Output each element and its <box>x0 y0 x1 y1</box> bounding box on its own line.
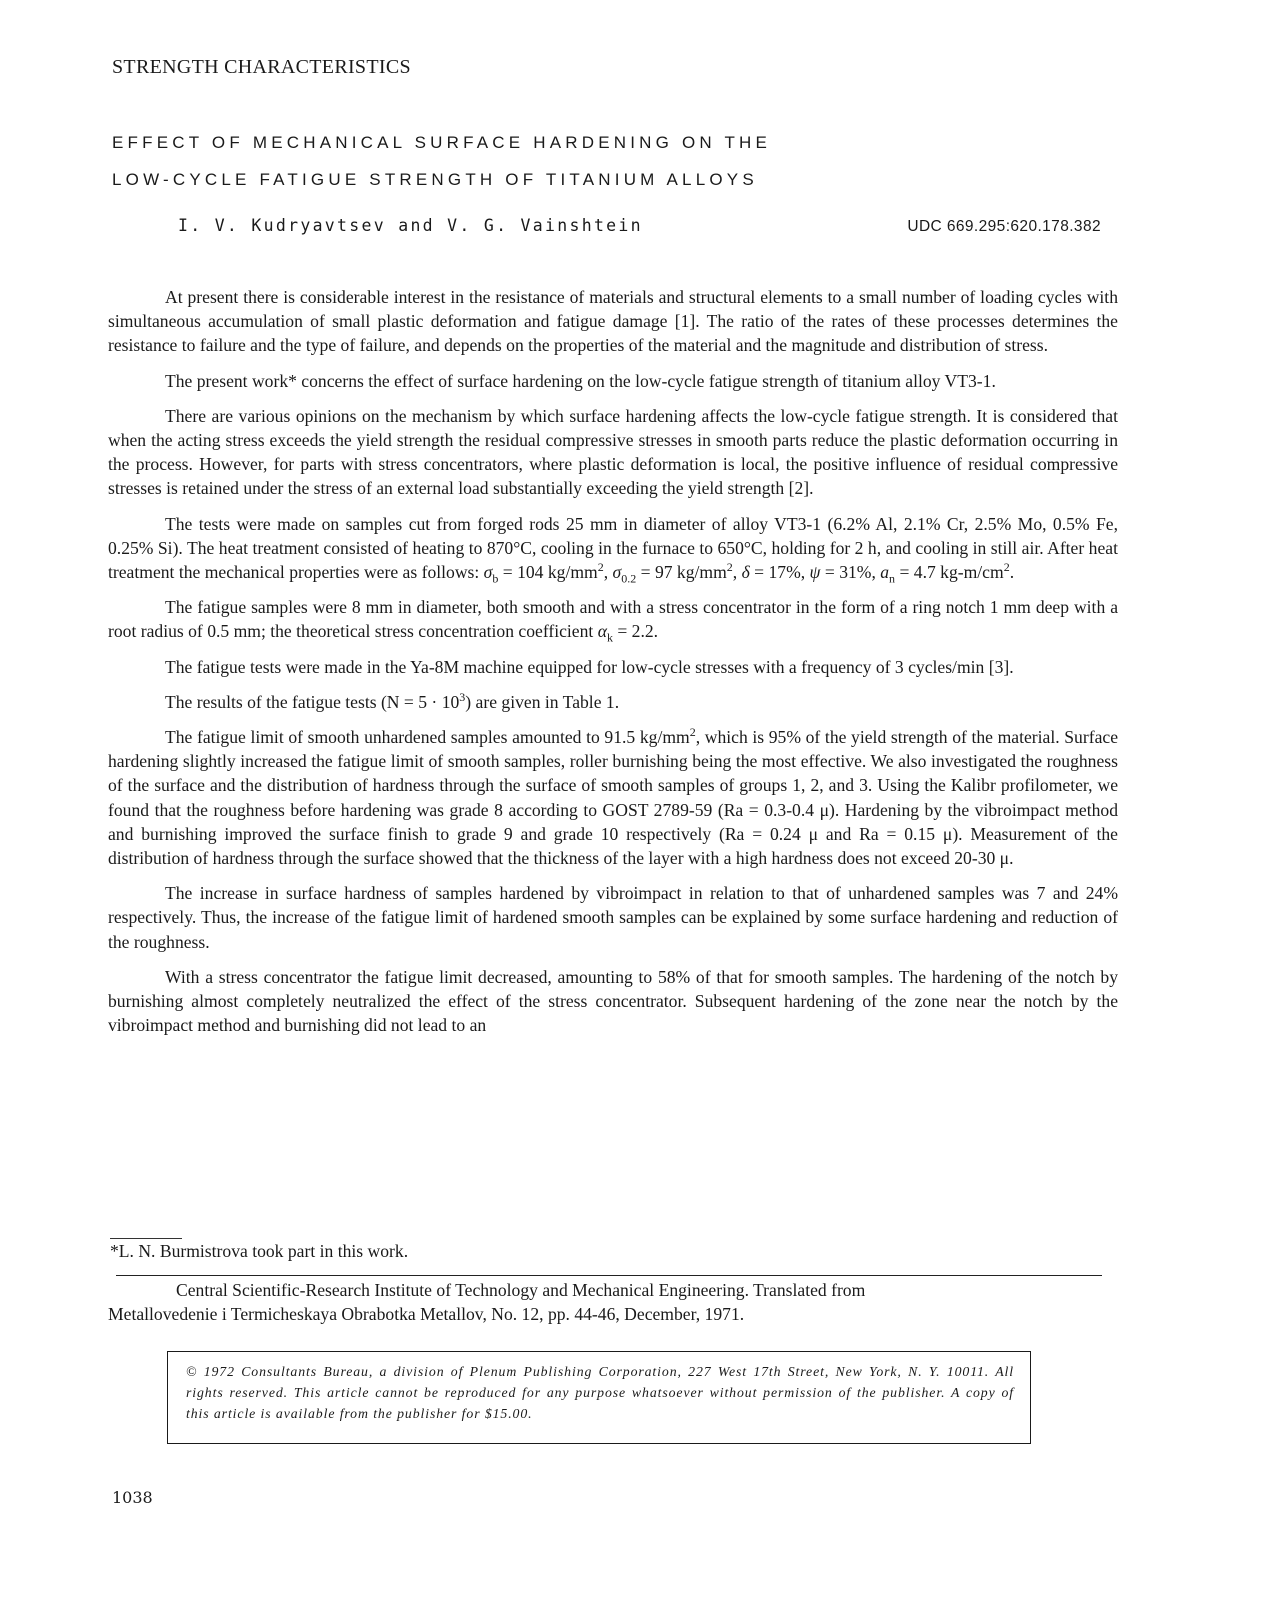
superscript: 2 <box>689 725 696 740</box>
paragraph-3: There are various opinions on the mechanism by which surface hardening affects the low-cycle fatigue strength. It is considered that when the acting stress exceeds the yield strength the residual compressive stresses in smooth parts reduce the plastic deformation occurring in the process. However, for parts with stress concentrators, where plastic deformation is local, the positive influence of residual compressive stresses is retained under the stress of an external load substantially exceeding the yield strength [2]. <box>108 405 1118 499</box>
text-run: . <box>1009 562 1015 583</box>
footnote-divider <box>110 1238 182 1239</box>
text-run: ) are given in Table 1. <box>465 691 620 712</box>
text-run: = 31%, <box>820 562 881 583</box>
superscript: 2 <box>726 560 733 575</box>
subscript: k <box>606 630 613 645</box>
symbol-delta: δ <box>741 562 750 583</box>
paragraph-7 <box>108 690 1118 714</box>
paragraph-6: The fatigue tests were made in the Ya-8M machine equipped for low-cycle stresses with a frequency of 3 cycles/min [3]. <box>165 656 1014 677</box>
text-run: = 104 kg/mm <box>498 562 598 583</box>
article-title-line-2: LOW-CYCLE FATIGUE STRENGTH OF TITANIUM ALLOYS <box>112 170 758 189</box>
page-number: 1038 <box>112 1488 153 1507</box>
copyright-notice: © 1972 Consultants Bureau, a division of Plenum Publishing Corporation, 227 West 17th Street, New York, N. Y. 10011. All rights reserved. This article cannot be reproduced for any purpose whatsoever without permission of the publisher. A copy of this article is available from the publisher for $15.00. <box>167 1351 1031 1444</box>
symbol-sigma: σ <box>612 562 622 583</box>
text-run: = 17%, <box>749 562 810 583</box>
subscript: n <box>889 571 896 586</box>
authors: I. V. Kudryavtsev and V. G. Vainshtein <box>178 216 643 235</box>
paragraph-9: The increase in surface hardness of samples hardened by vibroimpact in relation to that of unhardened samples was 7 and 24% respectively. Thus, the increase of the fatigue limit of hardened smooth samples can be explained by some surface hardening and reduction of the roughness. <box>108 883 1118 952</box>
affiliation <box>108 1278 1098 1326</box>
subscript: 0.2 <box>621 571 637 586</box>
symbol-psi: ψ <box>809 562 821 583</box>
article-body <box>108 285 1118 1037</box>
text-run: , <box>603 562 613 583</box>
paragraph-8 <box>108 725 1118 870</box>
paragraph-5 <box>108 595 1118 643</box>
paragraph-10: With a stress concentrator the fatigue limit decreased, amounting to 58% of that for smooth samples. The hardening of the notch by burnishing almost completely neutralized the effect of the stress concentrator. Subsequent hardening of the zone near the notch by the vibroimpact method and burnishing did not lead to an <box>108 966 1118 1036</box>
superscript: 2 <box>1003 560 1010 575</box>
text-run: = 2.2. <box>612 621 659 642</box>
paragraph-2: The present work* concerns the effect of surface hardening on the low-cycle fatigue strength of titanium alloy VT3-1. <box>165 370 996 391</box>
text-run: The fatigue limit of smooth unhardened samples amounted to 91.5 kg/mm <box>165 727 690 748</box>
text-run: , <box>732 562 742 583</box>
superscript: 3 <box>459 689 466 704</box>
text-run: The fatigue samples were 8 mm in diameter, both smooth and with a stress concentrator in the form of a ring notch 1 mm deep with a root radius of 0.5 mm; the theoretical stress concentration coefficient <box>108 597 1118 642</box>
symbol-a: a <box>880 562 890 583</box>
article-title-line-1: EFFECT OF MECHANICAL SURFACE HARDENING ON THE <box>112 133 772 152</box>
symbol-alpha: α <box>597 621 607 642</box>
section-heading: STRENGTH CHARACTERISTICS <box>112 56 411 78</box>
subscript: b <box>492 571 499 586</box>
affiliation-divider <box>116 1275 1102 1276</box>
symbol-sigma: σ <box>483 562 493 583</box>
text-run: The tests were made on samples cut from forged rods 25 mm in diameter of alloy VT3-1 (6.2% Al, 2.1% Cr, 2.5% Mo, 0.5% Fe, 0.25% Si). The heat treatment consisted of heating to 870°C, cooling in the furnace to 650°C, holding for 2 h, and cooling in still air. After heat treatment the mechanical properties were as follows: <box>108 513 1118 583</box>
paragraph-4 <box>108 512 1118 585</box>
text-run: The results of the fatigue tests (N = 5 · 10 <box>165 691 460 712</box>
affiliation-line-2: Metallovedenie i Termicheskaya Obrabotka Metallov, No. 12, pp. 44-46, December, 1971. <box>108 1304 745 1324</box>
superscript: 2 <box>597 560 604 575</box>
text-run: = 4.7 kg-m/cm <box>895 562 1004 583</box>
text-run: = 97 kg/mm <box>636 562 727 583</box>
footnote: *L. N. Burmistrova took part in this work. <box>110 1241 409 1261</box>
udc-code: UDC 669.295:620.178.382 <box>907 218 1101 235</box>
affiliation-line-1: Central Scientific-Research Institute of Technology and Mechanical Engineering. Translated from <box>176 1280 866 1300</box>
text-run: , which is 95% of the yield strength of the material. Surface hardening slightly increased the fatigue limit of smooth samples, roller burnishing being the most effective. We also investigated the roughness of the surface and the distribution of hardness through the surface of smooth samples of groups 1, 2, and 3. Using the Kalibr profilometer, we found that the roughness before hardening was grade 8 according to GOST 2789-59 (Ra = 0.3-0.4 μ). Hardening by the vibroimpact method and burnishing improved the surface finish to grade 9 and grade 10 respectively (Ra = 0.24 μ and Ra = 0.15 μ). Measurement of the distribution of hardness through the surface showed that the thickness of the layer with a high hardness does not exceed 20-30 μ. <box>108 727 1119 869</box>
paragraph-1: At present there is considerable interest in the resistance of materials and structural elements to a small number of loading cycles with simultaneous accumulation of small plastic deformation and fatigue damage [1]. The ratio of the rates of these processes determines the resistance to failure and the type of failure, and depends on the properties of the material and the magnitude and distribution of stress. <box>108 287 1118 356</box>
